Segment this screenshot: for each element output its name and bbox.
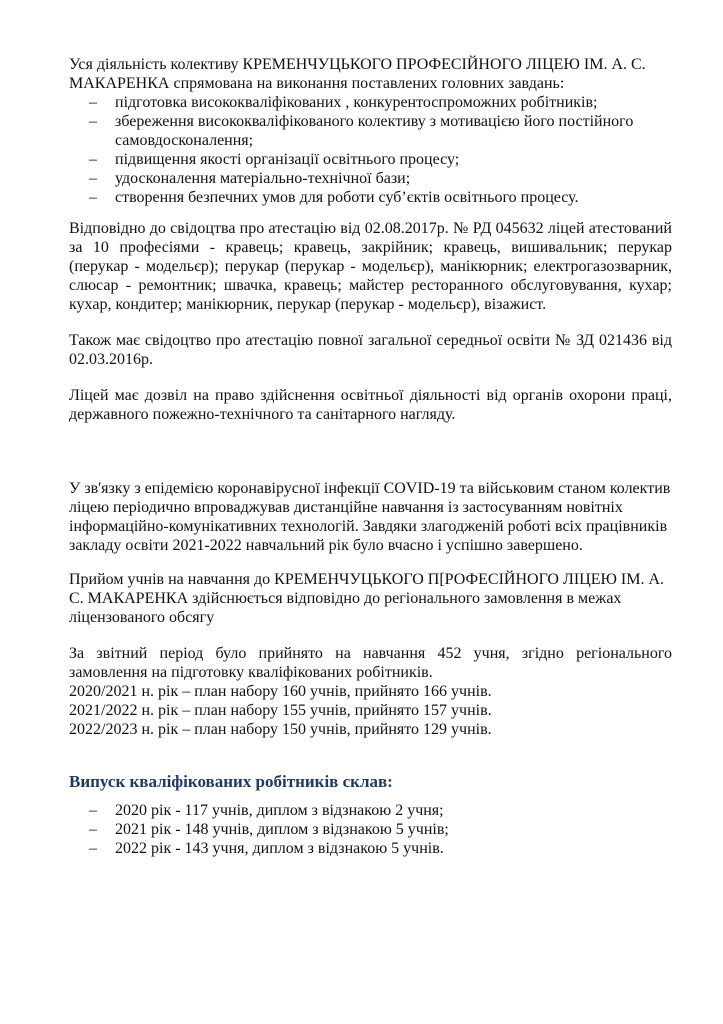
list-item: – підвищення якості організації освітнього процесу; xyxy=(115,150,672,169)
enrollment-summary: За звітний період було прийнято на навчання 452 учня, згідно регіонального замовлення на підготовку кваліфікованих робітників. xyxy=(69,645,672,681)
enrollment-year: 2022/2023 н. рік – план набору 150 учнів, прийнято 129 учнів. xyxy=(69,721,492,738)
enrollment-block xyxy=(69,644,672,739)
list-item: – 2022 рік - 143 учня, диплом з відзнакою 5 учнів. xyxy=(115,839,672,858)
intro-paragraph: Уся діяльність колективу КРЕМЕНЧУЦЬКОГО ПРОФЕСІЙНОГО ЛІЦЕЮ ІМ. А. С. МАКАРЕНКА спрямована на виконання поставлених головних завдань: xyxy=(69,56,646,92)
secondary-education-paragraph: Також має свідоцтво про атестацію повної загальної середньої освіти № ЗД 021436 від 02.03.2016р. xyxy=(69,332,672,368)
attestation-paragraph: Відповідно до свідоцтва про атестацію від 02.08.2017р. № РД 045632 ліцей атестований за 10 професіями - кравець; кравець, закрійник; кравець, вишивальник; перукар (перукар - модельєр); перукар (перукар - модельєр), манікюрник; електрогазозварник, слюсар - ремонтник; швачка, кравець; майстер ресторанного обслуговування, кухар; кухар, кондитер; манікюрник, перукар (перукар - модельєр), візажист. xyxy=(69,220,672,313)
tasks-list xyxy=(69,93,672,207)
graduates-heading: Випуск кваліфікованих робітників склав: xyxy=(69,772,393,791)
covid-paragraph: У зв'язку з епідемією коронавірусної інфекції COVID-19 та військовим станом колектив ліцею періодично впроваджував дистанційне навчання із застосуванням новітніх інформаційно-комунікативних технологій. Завдяки злагодженій роботі всіх працівників закладу освіти 2021-2022 навчальний рік було вчасно і успішно завершено. xyxy=(69,480,671,554)
list-item: – створення безпечних умов для роботи суб’єктів освітнього процесу. xyxy=(115,188,672,207)
list-item: – збереження висококваліфікованого колективу з мотивацією його постійного самовдосконалення; xyxy=(115,112,672,150)
graduates-list xyxy=(69,801,672,858)
list-item: – удосконалення матеріально-технічної бази; xyxy=(115,169,672,188)
enrollment-year: 2021/2022 н. рік – план набору 155 учнів, прийнято 157 учнів. xyxy=(69,702,492,719)
enrollment-year: 2020/2021 н. рік – план набору 160 учнів, прийнято 166 учнів. xyxy=(69,683,492,700)
admission-paragraph: Прийом учнів на навчання до КРЕМЕНЧУЦЬКОГО П[РОФЕСІЙНОГО ЛІЦЕЮ ІМ. А. С. МАКАРЕНКА здійснюється відповідно до регіонального замовлення в межах ліцензованого обсягу xyxy=(69,571,665,626)
list-item: – 2021 рік - 148 учнів, диплом з відзнакою 5 учнів; xyxy=(115,820,672,839)
list-item: – 2020 рік - 117 учнів, диплом з відзнакою 2 учня; xyxy=(115,801,672,820)
document-page xyxy=(69,55,672,858)
list-item: – підготовка висококваліфікованих , конкурентоспроможних робітників; xyxy=(115,93,672,112)
permit-paragraph: Ліцей має дозвіл на право здійснення освітньої діяльності від органів охорони праці, державного пожежно-технічного та санітарного нагляду. xyxy=(69,387,672,423)
